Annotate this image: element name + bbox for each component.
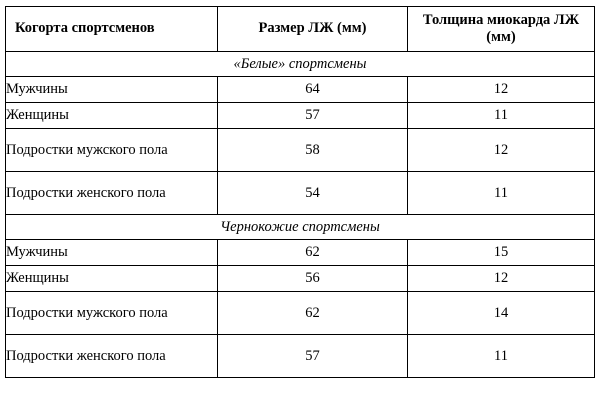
table-header (6, 7, 595, 52)
table-row (6, 129, 595, 172)
row-label: Мужчины (6, 77, 218, 103)
group-title-white-athletes: «Белые» спортсмены (6, 52, 595, 77)
row-value-thickness: 14 (408, 292, 595, 335)
row-value-lv-size: 64 (218, 77, 408, 103)
row-value-lv-size: 57 (218, 335, 408, 378)
row-value-thickness: 12 (408, 129, 595, 172)
group-title-black-athletes: Чернокожие спортсмены (6, 215, 595, 240)
table-row (6, 335, 595, 378)
table-body (6, 52, 595, 378)
row-value-lv-size: 56 (218, 266, 408, 292)
row-value-lv-size: 57 (218, 103, 408, 129)
table-row (6, 103, 595, 129)
row-label: Женщины (6, 103, 218, 129)
row-value-thickness: 15 (408, 240, 595, 266)
row-value-thickness: 12 (408, 266, 595, 292)
row-label: Мужчины (6, 240, 218, 266)
column-header-cohort: Когорта спортсменов (6, 7, 218, 52)
table-row (6, 266, 595, 292)
row-value-thickness: 12 (408, 77, 595, 103)
table-row (6, 77, 595, 103)
row-value-lv-size: 62 (218, 292, 408, 335)
row-value-lv-size: 62 (218, 240, 408, 266)
group-header-row (6, 52, 595, 77)
row-value-lv-size: 54 (218, 172, 408, 215)
column-header-lv-wall-thickness: Толщина миокарда ЛЖ (мм) (408, 7, 595, 52)
athletes-measurements-table (5, 6, 595, 378)
column-header-lv-size: Размер ЛЖ (мм) (218, 7, 408, 52)
group-header-row (6, 215, 595, 240)
row-label: Женщины (6, 266, 218, 292)
row-label: Подростки мужского пола (6, 292, 218, 335)
row-label: Подростки мужского пола (6, 129, 218, 172)
row-value-lv-size: 58 (218, 129, 408, 172)
row-label: Подростки женского пола (6, 172, 218, 215)
row-label: Подростки женского пола (6, 335, 218, 378)
row-value-thickness: 11 (408, 172, 595, 215)
table-row (6, 240, 595, 266)
row-value-thickness: 11 (408, 335, 595, 378)
row-value-thickness: 11 (408, 103, 595, 129)
table-row (6, 292, 595, 335)
table-row (6, 172, 595, 215)
header-row (6, 7, 595, 52)
